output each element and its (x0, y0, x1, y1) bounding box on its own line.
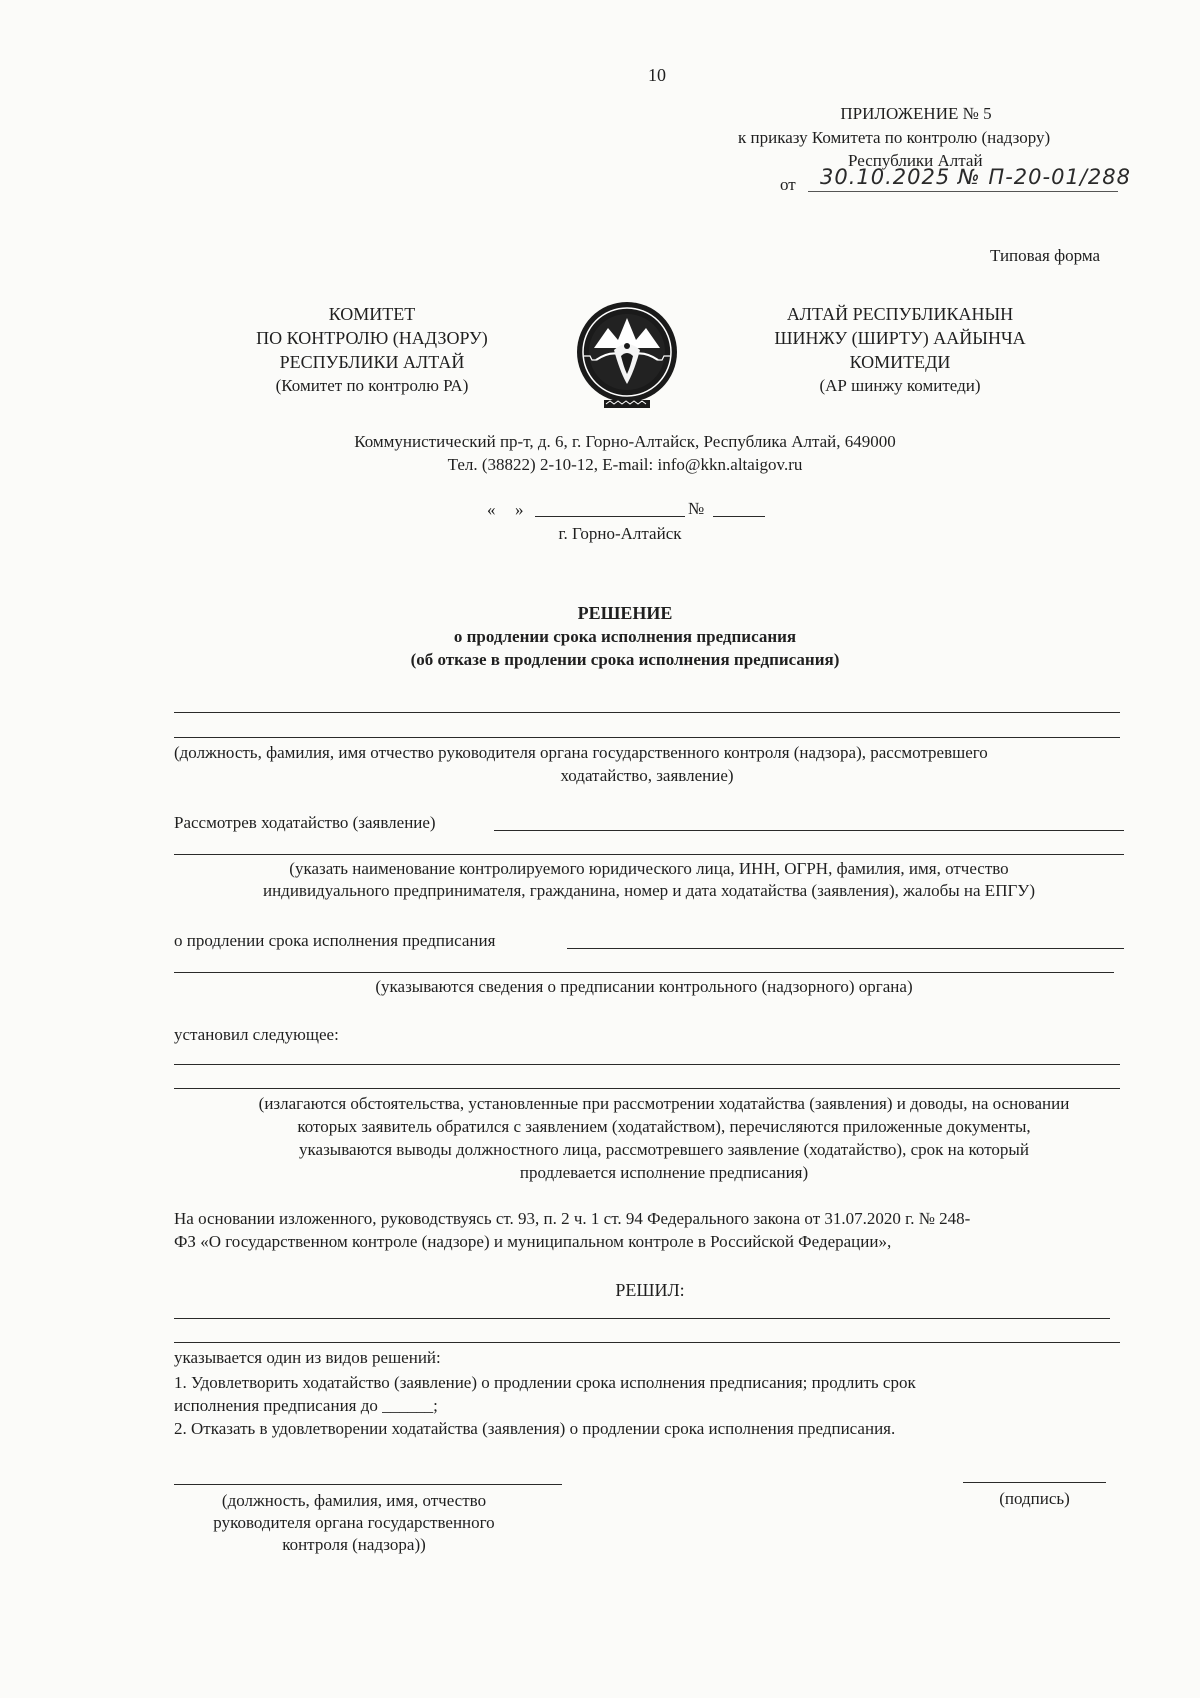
form-type: Типовая форма (990, 246, 1101, 265)
header-left-line-1: КОМИТЕТ (328, 304, 416, 324)
hint-prescription: (указываются сведения о предписании контрольного (надзорного) органа) (375, 977, 913, 996)
decided-heading: РЕШИЛ: (615, 1280, 685, 1300)
signatory-line (174, 1484, 562, 1485)
options-intro: указывается один из видов решений: (174, 1348, 441, 1367)
number-sign: № (688, 499, 705, 518)
appendix-title: ПРИЛОЖЕНИЕ № 5 (840, 104, 992, 123)
appendix-from-label: от (780, 175, 796, 194)
city: г. Горно-Алтайск (558, 524, 682, 543)
decision-title: РЕШЕНИЕ (577, 603, 673, 623)
established-label: установил следующее: (174, 1025, 339, 1044)
hint-circumstances-1: (излагаются обстоятельства, установленные при рассмотрении ходатайства (заявления) и доводы, на основании (258, 1094, 1070, 1113)
hint-official-2: ходатайство, заявление) (560, 766, 734, 785)
hint-entity-2: индивидуального предпринимателя, гражданина, номер и дата ходатайства (заявления), жалобы на ЕПГУ) (262, 881, 1035, 900)
header-right-line-4: (АР шинжу комитеди) (819, 376, 981, 395)
header-left-line-4: (Комитет по контролю РА) (275, 376, 469, 395)
handwritten-date-number: 30.10.2025 № П-20-01/288 (820, 165, 1131, 189)
option-1-line-1: 1. Удовлетворить ходатайство (заявление) о продлении срока исполнения предписания; продлить срок (174, 1373, 916, 1392)
header-right-line-1: АЛТАЙ РЕСПУБЛИКАНЫН (786, 304, 1014, 324)
hint-circumstances-3: указываются выводы должностного лица, рассмотревшего заявление (ходатайство), срок на который (299, 1140, 1029, 1159)
option-1-line-2: исполнения предписания до ______; (174, 1396, 438, 1415)
signature-hint: (подпись) (999, 1489, 1070, 1508)
appendix-line-1: к приказу Комитета по контролю (надзору) (738, 128, 1051, 147)
basis-line-2: ФЗ «О государственном контроле (надзоре) и муниципальном контроле в Российской Федерации», (174, 1232, 892, 1251)
header-left-line-3: РЕСПУБЛИКИ АЛТАЙ (279, 352, 465, 372)
decided-line-2 (174, 1342, 1120, 1343)
signatory-hint-3: контроля (надзора)) (282, 1535, 426, 1554)
address-line-2: Тел. (38822) 2-10-12, E-mail: info@kkn.altaigov.ru (447, 455, 803, 474)
header-left-line-2: ПО КОНТРОЛЮ (НАДЗОРУ) (256, 328, 488, 348)
number-blank (713, 516, 765, 517)
decided-line-1 (174, 1318, 1110, 1319)
hint-circumstances-2: которых заявитель обратился с заявлением (ходатайством), перечисляются приложенные документы, (297, 1117, 1031, 1136)
date-blank (535, 516, 685, 517)
republic-emblem (574, 300, 680, 412)
official-line-2 (174, 737, 1120, 738)
signature-line (963, 1482, 1106, 1483)
established-line-1 (174, 1064, 1120, 1065)
option-2: 2. Отказать в удовлетворении ходатайства (заявления) о продлении срока исполнения предписания. (174, 1419, 896, 1438)
date-open-quote: « (487, 500, 496, 519)
hint-circumstances-4: продлевается исполнение предписания) (519, 1163, 809, 1182)
extension-line-2 (174, 972, 1114, 973)
signatory-hint-1: (должность, фамилия, имя, отчество (221, 1491, 487, 1510)
appendix-line-2: Республики Алтай (848, 151, 983, 170)
considered-line-1 (494, 830, 1124, 831)
signatory-hint-2: руководителя органа государственного (213, 1513, 495, 1532)
established-line-2 (174, 1088, 1120, 1089)
header-right-line-3: КОМИТЕДИ (849, 352, 951, 372)
decision-subtitle-1: о продлении срока исполнения предписания (453, 627, 797, 646)
extension-line-1 (567, 948, 1124, 949)
considered-label: Рассмотрев ходатайство (заявление) (174, 813, 436, 832)
basis-line-1: На основании изложенного, руководствуясь ст. 93, п. 2 ч. 1 ст. 94 Федерального закона от 31.07.2020 г. № 248- (174, 1209, 971, 1228)
appendix-date-underline (808, 191, 1118, 192)
hint-entity-1: (указать наименование контролируемого юридического лица, ИНН, ОГРН, фамилия, имя, отчество (289, 859, 1009, 878)
extension-label: о продлении срока исполнения предписания (174, 931, 496, 950)
header-right-line-2: ШИНЖУ (ШИРТУ) ААЙЫНЧА (774, 328, 1026, 348)
official-line-1 (174, 712, 1120, 713)
address-line-1: Коммунистический пр-т, д. 6, г. Горно-Алтайск, Республика Алтай, 649000 (354, 432, 896, 451)
considered-line-2 (174, 854, 1124, 855)
hint-official-1: (должность, фамилия, имя отчество руководителя органа государственного контроля (надзора), рассмотревшего (174, 743, 988, 762)
decision-subtitle-2: (об отказе в продлении срока исполнения предписания) (410, 650, 840, 669)
date-close-quote: » (515, 500, 524, 519)
page-number: 10 (648, 65, 666, 85)
